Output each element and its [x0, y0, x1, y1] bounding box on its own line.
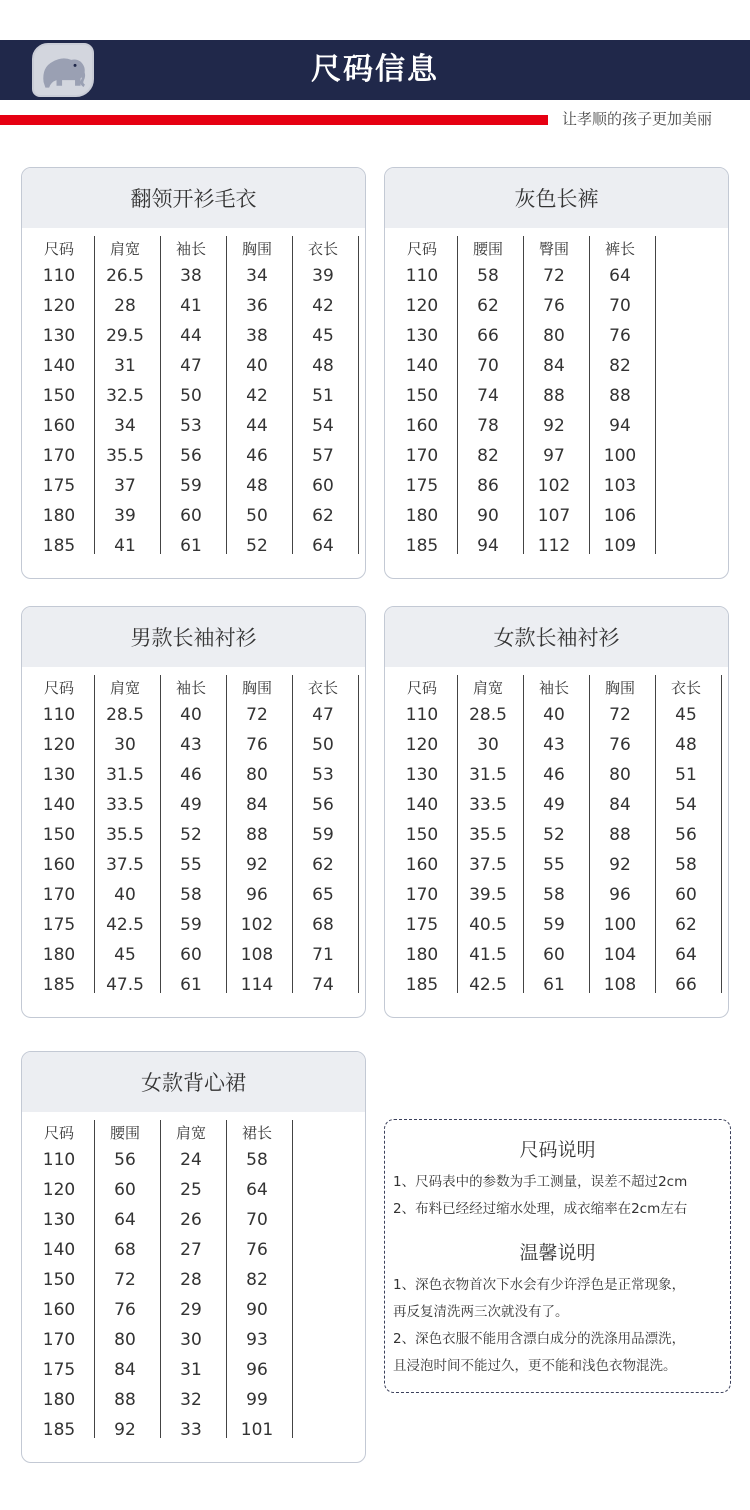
measure-cell: 50: [312, 735, 334, 755]
red-accent-bar: [0, 115, 548, 125]
measure-cell: 60: [180, 506, 202, 526]
measure-cell: 53: [312, 765, 334, 785]
tips-title: 温馨说明: [519, 1242, 596, 1264]
measure-cell: 93: [246, 1330, 268, 1350]
size-cell: 160: [405, 855, 439, 875]
measure-cell: 45: [675, 705, 697, 725]
measure-cell: 76: [609, 735, 631, 755]
measure-cell: 48: [312, 356, 334, 376]
column-header: 袖长: [175, 679, 206, 697]
table-title: 女款长袖衬衫: [385, 607, 728, 667]
measure-cell: 31.5: [106, 765, 144, 785]
measure-cell: 60: [180, 945, 202, 965]
measure-cell: 74: [312, 975, 334, 995]
size-cell: 185: [42, 536, 76, 556]
measure-cell: 103: [603, 476, 637, 496]
measure-cell: 92: [246, 855, 268, 875]
measure-cell: 100: [603, 446, 637, 466]
measure-cell: 37: [114, 476, 136, 496]
measure-cell: 94: [609, 416, 631, 436]
measure-cell: 50: [180, 386, 202, 406]
measure-cell: 86: [477, 476, 499, 496]
measure-cell: 54: [675, 795, 697, 815]
size-table-grey-pants: [384, 167, 729, 579]
size-cell: 160: [42, 1300, 76, 1320]
column-header: 肩宽: [109, 679, 140, 697]
measure-cell: 72: [609, 705, 631, 725]
measure-cell: 66: [477, 326, 499, 346]
notes-box: [384, 1119, 731, 1393]
measure-cell: 107: [537, 506, 571, 526]
page-title: 尺码信息: [311, 52, 439, 87]
measure-cell: 100: [603, 915, 637, 935]
size-table-mens-shirt: [21, 606, 366, 1018]
measure-cell: 97: [543, 446, 565, 466]
measure-cell: 92: [543, 416, 565, 436]
measure-cell: 72: [543, 266, 565, 286]
measure-cell: 106: [603, 506, 637, 526]
measure-cell: 48: [675, 735, 697, 755]
measure-cell: 51: [675, 765, 697, 785]
measure-cell: 82: [477, 446, 499, 466]
measure-cell: 68: [114, 1240, 136, 1260]
column-header: 臀围: [538, 240, 569, 258]
column-divider: [358, 236, 359, 554]
measure-cell: 35.5: [106, 825, 144, 845]
measure-cell: 44: [180, 326, 202, 346]
measure-cell: 50: [246, 506, 268, 526]
measure-cell: 52: [246, 536, 268, 556]
measure-cell: 76: [246, 735, 268, 755]
measure-cell: 112: [537, 536, 571, 556]
size-cell: 175: [42, 476, 76, 496]
measure-cell: 29: [180, 1300, 202, 1320]
table-title: 翻领开衫毛衣: [22, 168, 365, 228]
size-cell: 110: [42, 705, 76, 725]
measure-cell: 35.5: [469, 825, 507, 845]
size-cell: 120: [405, 296, 439, 316]
tips-line: 再反复清洗两三次就没有了。: [393, 1304, 569, 1320]
measure-cell: 90: [477, 506, 499, 526]
measure-cell: 70: [246, 1210, 268, 1230]
size-cell: 120: [42, 735, 76, 755]
measure-cell: 49: [180, 795, 202, 815]
measure-cell: 43: [543, 735, 565, 755]
size-table: [22, 230, 365, 568]
column-header: 衣长: [307, 240, 338, 258]
measure-cell: 42.5: [469, 975, 507, 995]
measure-cell: 62: [312, 855, 334, 875]
measure-cell: 102: [537, 476, 571, 496]
size-cell: 175: [42, 915, 76, 935]
measure-cell: 62: [312, 506, 334, 526]
measure-cell: 42: [246, 386, 268, 406]
size-cell: 185: [42, 1420, 76, 1440]
size-note-line: 2、布料已经经过缩水处理，成衣缩率在2cm左右: [393, 1201, 688, 1217]
measure-cell: 27: [180, 1240, 202, 1260]
measure-cell: 36: [246, 296, 268, 316]
measure-cell: 82: [246, 1270, 268, 1290]
size-cell: 175: [405, 915, 439, 935]
size-cell: 130: [42, 1210, 76, 1230]
measure-cell: 44: [246, 416, 268, 436]
measure-cell: 96: [609, 885, 631, 905]
measure-cell: 39.5: [469, 885, 507, 905]
measure-cell: 30: [477, 735, 499, 755]
measure-cell: 40: [114, 885, 136, 905]
measure-cell: 26: [180, 1210, 202, 1230]
measure-cell: 64: [609, 266, 631, 286]
size-note-line: 1、尺码表中的参数为手工测量，误差不超过2cm: [393, 1174, 688, 1190]
measure-cell: 74: [477, 386, 499, 406]
measure-cell: 31: [114, 356, 136, 376]
measure-cell: 101: [240, 1420, 274, 1440]
measure-cell: 88: [543, 386, 565, 406]
column-divider: [358, 675, 359, 993]
measure-cell: 49: [543, 795, 565, 815]
size-cell: 170: [42, 885, 76, 905]
size-cell: 160: [42, 855, 76, 875]
size-table: [22, 1114, 365, 1452]
column-header: 尺码: [406, 679, 437, 697]
column-header: 胸围: [604, 679, 635, 697]
measure-cell: 88: [609, 386, 631, 406]
measure-cell: 84: [246, 795, 268, 815]
size-cell: 175: [42, 1360, 76, 1380]
measure-cell: 34: [246, 266, 268, 286]
size-table-vest-dress: [21, 1051, 366, 1463]
measure-cell: 34: [114, 416, 136, 436]
size-cell: 170: [42, 446, 76, 466]
size-cell: 150: [42, 386, 76, 406]
measure-cell: 32: [180, 1390, 202, 1410]
measure-cell: 88: [246, 825, 268, 845]
size-cell: 120: [42, 296, 76, 316]
measure-cell: 84: [609, 795, 631, 815]
measure-cell: 42.5: [106, 915, 144, 935]
measure-cell: 54: [312, 416, 334, 436]
size-cell: 140: [42, 795, 76, 815]
measure-cell: 53: [180, 416, 202, 436]
column-header: 腰围: [472, 240, 503, 258]
measure-cell: 88: [609, 825, 631, 845]
size-cell: 110: [405, 705, 439, 725]
size-cell: 130: [405, 765, 439, 785]
measure-cell: 55: [543, 855, 565, 875]
measure-cell: 70: [477, 356, 499, 376]
size-cell: 170: [405, 446, 439, 466]
measure-cell: 41: [114, 536, 136, 556]
measure-cell: 60: [543, 945, 565, 965]
measure-cell: 35.5: [106, 446, 144, 466]
measure-cell: 56: [180, 446, 202, 466]
measure-cell: 40.5: [469, 915, 507, 935]
measure-cell: 45: [114, 945, 136, 965]
size-cell: 150: [405, 825, 439, 845]
size-cell: 170: [405, 885, 439, 905]
measure-cell: 64: [246, 1180, 268, 1200]
measure-cell: 28: [114, 296, 136, 316]
measure-cell: 28: [180, 1270, 202, 1290]
measure-cell: 70: [609, 296, 631, 316]
measure-cell: 56: [114, 1150, 136, 1170]
column-header: 肩宽: [109, 240, 140, 258]
column-divider: [655, 236, 656, 554]
measure-cell: 60: [675, 885, 697, 905]
measure-cell: 31: [180, 1360, 202, 1380]
measure-cell: 24: [180, 1150, 202, 1170]
column-header: 肩宽: [175, 1124, 206, 1142]
column-header: 腰围: [109, 1124, 140, 1142]
measure-cell: 104: [603, 945, 637, 965]
measure-cell: 28.5: [469, 705, 507, 725]
measure-cell: 37.5: [469, 855, 507, 875]
measure-cell: 61: [180, 975, 202, 995]
measure-cell: 26.5: [106, 266, 144, 286]
size-cell: 175: [405, 476, 439, 496]
measure-cell: 45: [312, 326, 334, 346]
measure-cell: 48: [246, 476, 268, 496]
measure-cell: 59: [312, 825, 334, 845]
size-cell: 140: [405, 795, 439, 815]
measure-cell: 38: [180, 266, 202, 286]
size-cell: 180: [42, 506, 76, 526]
size-cell: 150: [42, 1270, 76, 1290]
measure-cell: 46: [246, 446, 268, 466]
column-header: 袖长: [538, 679, 569, 697]
measure-cell: 41: [180, 296, 202, 316]
column-divider: [292, 1120, 293, 1438]
column-header: 尺码: [43, 679, 74, 697]
measure-cell: 76: [609, 326, 631, 346]
measure-cell: 61: [543, 975, 565, 995]
measure-cell: 29.5: [106, 326, 144, 346]
measure-cell: 43: [180, 735, 202, 755]
measure-cell: 60: [114, 1180, 136, 1200]
measure-cell: 80: [114, 1330, 136, 1350]
tips-line: 1、深色衣物首次下水会有少许浮色是正常现象，: [393, 1277, 686, 1293]
measure-cell: 59: [180, 915, 202, 935]
column-header: 尺码: [406, 240, 437, 258]
measure-cell: 61: [180, 536, 202, 556]
measure-cell: 76: [543, 296, 565, 316]
size-cell: 130: [405, 326, 439, 346]
size-cell: 180: [405, 945, 439, 965]
measure-cell: 30: [180, 1330, 202, 1350]
measure-cell: 72: [114, 1270, 136, 1290]
measure-cell: 109: [603, 536, 637, 556]
size-cell: 120: [42, 1180, 76, 1200]
measure-cell: 94: [477, 536, 499, 556]
slogan-text: 让孝顺的孩子更加美丽: [562, 110, 713, 128]
size-table: [385, 669, 728, 1007]
size-table-womens-shirt: [384, 606, 729, 1018]
measure-cell: 84: [543, 356, 565, 376]
measure-cell: 80: [543, 326, 565, 346]
size-cell: 180: [405, 506, 439, 526]
size-cell: 110: [405, 266, 439, 286]
measure-cell: 38: [246, 326, 268, 346]
size-cell: 140: [42, 1240, 76, 1260]
size-cell: 150: [42, 825, 76, 845]
measure-cell: 32.5: [106, 386, 144, 406]
column-header: 裤长: [604, 240, 635, 258]
measure-cell: 58: [180, 885, 202, 905]
size-table: [385, 230, 728, 568]
column-divider: [721, 675, 722, 993]
measure-cell: 108: [240, 945, 274, 965]
measure-cell: 46: [180, 765, 202, 785]
measure-cell: 90: [246, 1300, 268, 1320]
measure-cell: 62: [675, 915, 697, 935]
measure-cell: 114: [240, 975, 274, 995]
measure-cell: 66: [675, 975, 697, 995]
measure-cell: 40: [246, 356, 268, 376]
measure-cell: 96: [246, 1360, 268, 1380]
measure-cell: 52: [180, 825, 202, 845]
measure-cell: 46: [543, 765, 565, 785]
column-header: 袖长: [175, 240, 206, 258]
column-header: 裙长: [241, 1124, 272, 1142]
page-header: [0, 40, 750, 100]
measure-cell: 59: [543, 915, 565, 935]
measure-cell: 40: [180, 705, 202, 725]
measure-cell: 108: [603, 975, 637, 995]
measure-cell: 60: [312, 476, 334, 496]
measure-cell: 52: [543, 825, 565, 845]
measure-cell: 25: [180, 1180, 202, 1200]
measure-cell: 84: [114, 1360, 136, 1380]
size-cell: 185: [405, 536, 439, 556]
size-notes-title: 尺码说明: [519, 1139, 596, 1161]
measure-cell: 96: [246, 885, 268, 905]
column-header: 肩宽: [472, 679, 503, 697]
measure-cell: 30: [114, 735, 136, 755]
measure-cell: 64: [312, 536, 334, 556]
column-header: 衣长: [670, 679, 701, 697]
measure-cell: 56: [312, 795, 334, 815]
measure-cell: 99: [246, 1390, 268, 1410]
measure-cell: 55: [180, 855, 202, 875]
size-cell: 110: [42, 1150, 76, 1170]
table-title: 男款长袖衬衫: [22, 607, 365, 667]
measure-cell: 82: [609, 356, 631, 376]
measure-cell: 88: [114, 1390, 136, 1410]
measure-cell: 31.5: [469, 765, 507, 785]
measure-cell: 47: [180, 356, 202, 376]
table-title: 女款背心裙: [22, 1052, 365, 1112]
measure-cell: 64: [675, 945, 697, 965]
size-cell: 140: [405, 356, 439, 376]
measure-cell: 59: [180, 476, 202, 496]
measure-cell: 80: [609, 765, 631, 785]
size-cell: 120: [405, 735, 439, 755]
column-header: 尺码: [43, 240, 74, 258]
measure-cell: 33: [180, 1420, 202, 1440]
size-cell: 180: [42, 1390, 76, 1410]
measure-cell: 76: [246, 1240, 268, 1260]
measure-cell: 39: [114, 506, 136, 526]
measure-cell: 68: [312, 915, 334, 935]
size-cell: 130: [42, 765, 76, 785]
measure-cell: 37.5: [106, 855, 144, 875]
column-header: 衣长: [307, 679, 338, 697]
measure-cell: 65: [312, 885, 334, 905]
measure-cell: 47.5: [106, 975, 144, 995]
measure-cell: 92: [114, 1420, 136, 1440]
measure-cell: 92: [609, 855, 631, 875]
measure-cell: 33.5: [469, 795, 507, 815]
measure-cell: 42: [312, 296, 334, 316]
measure-cell: 78: [477, 416, 499, 436]
size-cell: 150: [405, 386, 439, 406]
measure-cell: 58: [543, 885, 565, 905]
measure-cell: 56: [675, 825, 697, 845]
tips-line: 2、深色衣服不能用含漂白成分的洗涤用品漂洗，: [393, 1331, 686, 1347]
measure-cell: 57: [312, 446, 334, 466]
measure-cell: 72: [246, 705, 268, 725]
size-cell: 185: [42, 975, 76, 995]
measure-cell: 58: [675, 855, 697, 875]
size-cell: 185: [405, 975, 439, 995]
measure-cell: 40: [543, 705, 565, 725]
measure-cell: 71: [312, 945, 334, 965]
measure-cell: 64: [114, 1210, 136, 1230]
size-table: [22, 669, 365, 1007]
column-header: 尺码: [43, 1124, 74, 1142]
tips-line: 且浸泡时间不能过久，更不能和浅色衣物混洗。: [393, 1358, 677, 1374]
measure-cell: 58: [477, 266, 499, 286]
measure-cell: 80: [246, 765, 268, 785]
size-cell: 180: [42, 945, 76, 965]
size-cell: 170: [42, 1330, 76, 1350]
measure-cell: 58: [246, 1150, 268, 1170]
table-title: 灰色长裤: [385, 168, 728, 228]
measure-cell: 62: [477, 296, 499, 316]
column-header: 胸围: [241, 240, 272, 258]
size-cell: 160: [405, 416, 439, 436]
size-cell: 110: [42, 266, 76, 286]
measure-cell: 41.5: [469, 945, 507, 965]
size-table-cardigan: [21, 167, 366, 579]
size-cell: 140: [42, 356, 76, 376]
measure-cell: 76: [114, 1300, 136, 1320]
size-cell: 130: [42, 326, 76, 346]
measure-cell: 28.5: [106, 705, 144, 725]
measure-cell: 39: [312, 266, 334, 286]
column-header: 胸围: [241, 679, 272, 697]
measure-cell: 102: [240, 915, 274, 935]
measure-cell: 47: [312, 705, 334, 725]
measure-cell: 33.5: [106, 795, 144, 815]
measure-cell: 51: [312, 386, 334, 406]
size-cell: 160: [42, 416, 76, 436]
